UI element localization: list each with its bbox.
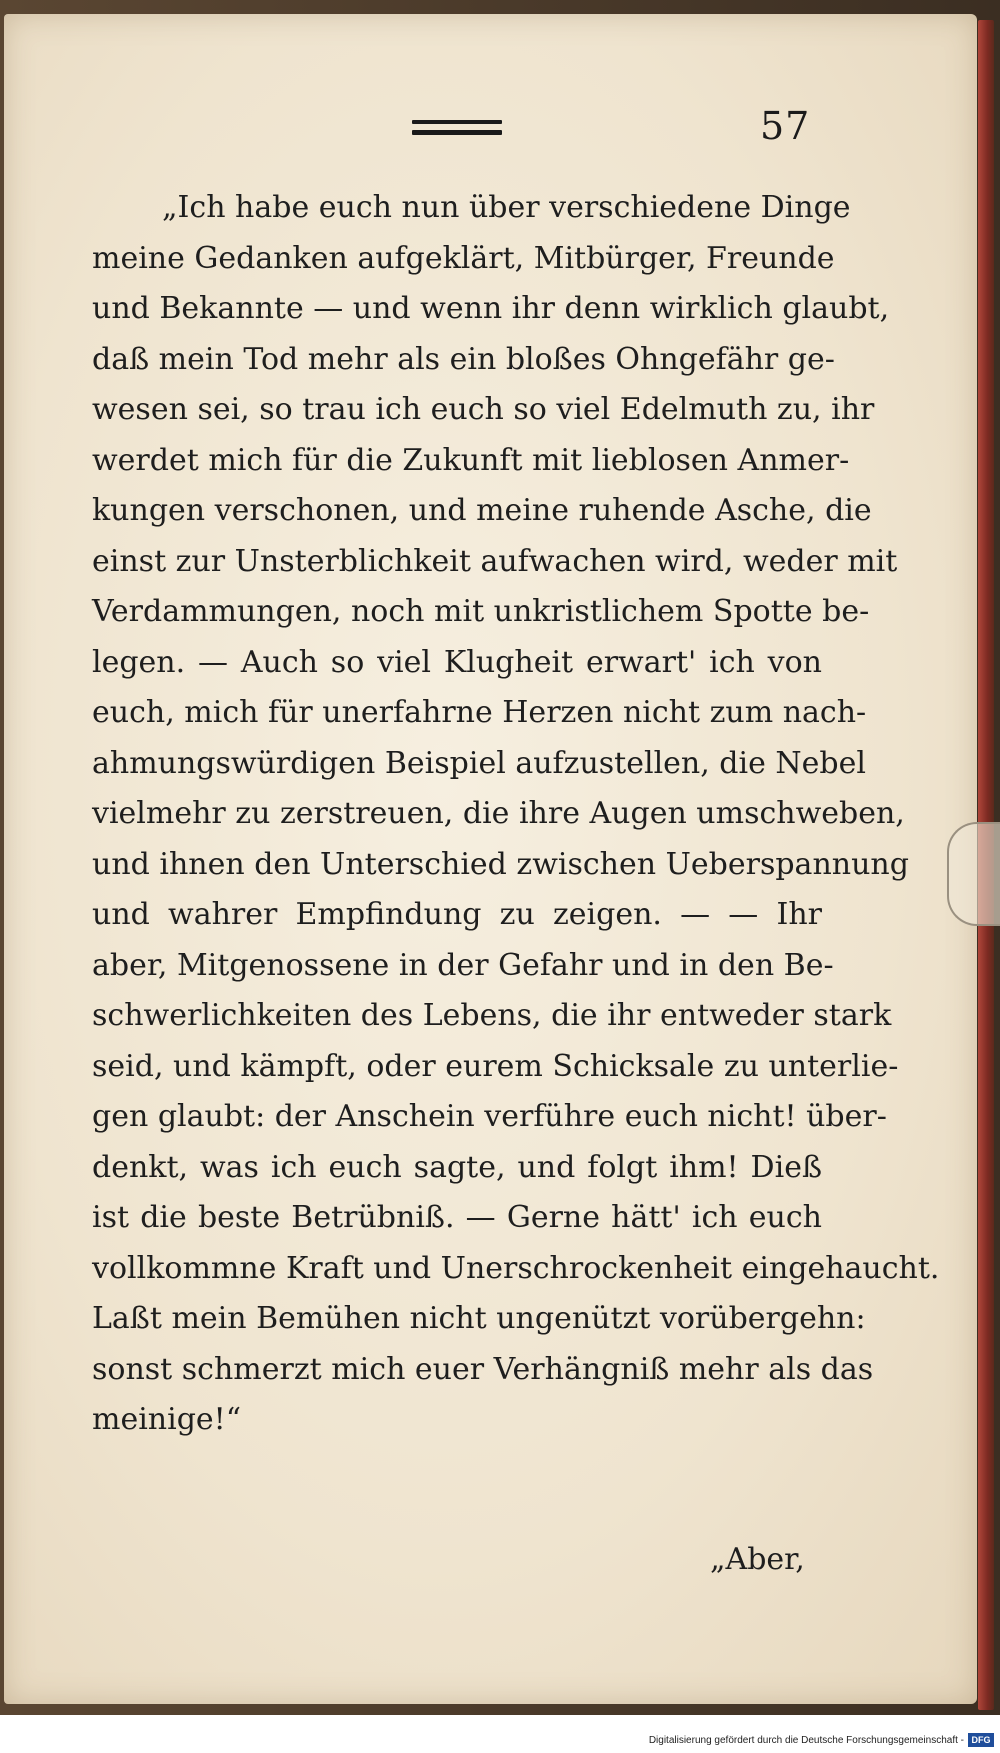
footer-credit: Digitalisierung gefördert durch die Deutsche Forschungsgemeinschaft - [648,1735,964,1746]
text-line: vielmehr zu zerstreuen, die ihre Augen umschweben, [92,796,905,831]
text-line: vollkommne Kraft und Unerschrockenheit eingehaucht. [92,1250,940,1286]
text-line: sonst schmerzt mich euer Verhängniß mehr als das [92,1351,874,1387]
text-line: aber, Mitgenossene in der Gefahr und in den Be- [92,947,834,983]
text-line: wesen sei, so trau ich euch so viel Edelmuth zu, ihr [92,392,875,427]
footer-bar [0,1715,1000,1753]
text-line: meinige!“ [92,1402,242,1437]
text-line: und Bekannte — und wenn ihr denn wirklich glaubt, [92,291,890,326]
text-line: kungen verschonen, und meine ruhende Asche, die [92,493,872,528]
text-line: legen. — Auch so viel Klugheit erwart' ich von [92,644,822,680]
header-rule-lower [412,130,502,135]
page-number: 57 [760,104,811,148]
text-line: gen glaubt: der Anschein verführe euch nicht! über- [92,1099,887,1134]
text-line: und ihnen den Unterschied zwischen Ueberspannung [92,846,909,882]
text-line: ahmungswürdigen Beispiel aufzustellen, die Nebel [92,745,866,781]
text-line: ist die beste Betrübniß. — Gerne hätt' ich euch [92,1200,822,1235]
text-line: und wahrer Empfindung zu zeigen. — — Ihr [92,897,822,932]
text-line: werdet mich für die Zukunft mit lieblosen Anmer- [92,442,850,478]
text-line: Verdammungen, noch mit unkristlichem Spotte be- [92,594,870,629]
dfg-logo-icon: DFG [968,1733,994,1747]
page-text [92,183,940,1446]
text-line: meine Gedanken aufgeklärt, Mitbürger, Freunde [92,240,835,276]
text-line: Laßt mein Bemühen nicht ungenützt vorübergehn: [92,1301,866,1336]
text-line: daß mein Tod mehr als ein bloßes Ohngefähr ge- [92,341,835,377]
bookmark-tab [947,822,1000,926]
catchword: „Aber, [710,1542,805,1577]
text-line: seid, und kämpft, oder eurem Schicksale zu unterlie- [92,1048,899,1084]
text-line: denkt, was ich euch sagte, und folgt ihm! Dieß [92,1149,822,1185]
text-line: „Ich habe euch nun über verschiedene Dinge [162,190,851,225]
text-line: euch, mich für unerfahrne Herzen nicht zum nach- [92,695,867,730]
text-line: einst zur Unsterblichkeit aufwachen wird, weder mit [92,543,898,579]
text-line: schwerlichkeiten des Lebens, die ihr entweder stark [92,998,892,1033]
header-rule [412,120,502,124]
